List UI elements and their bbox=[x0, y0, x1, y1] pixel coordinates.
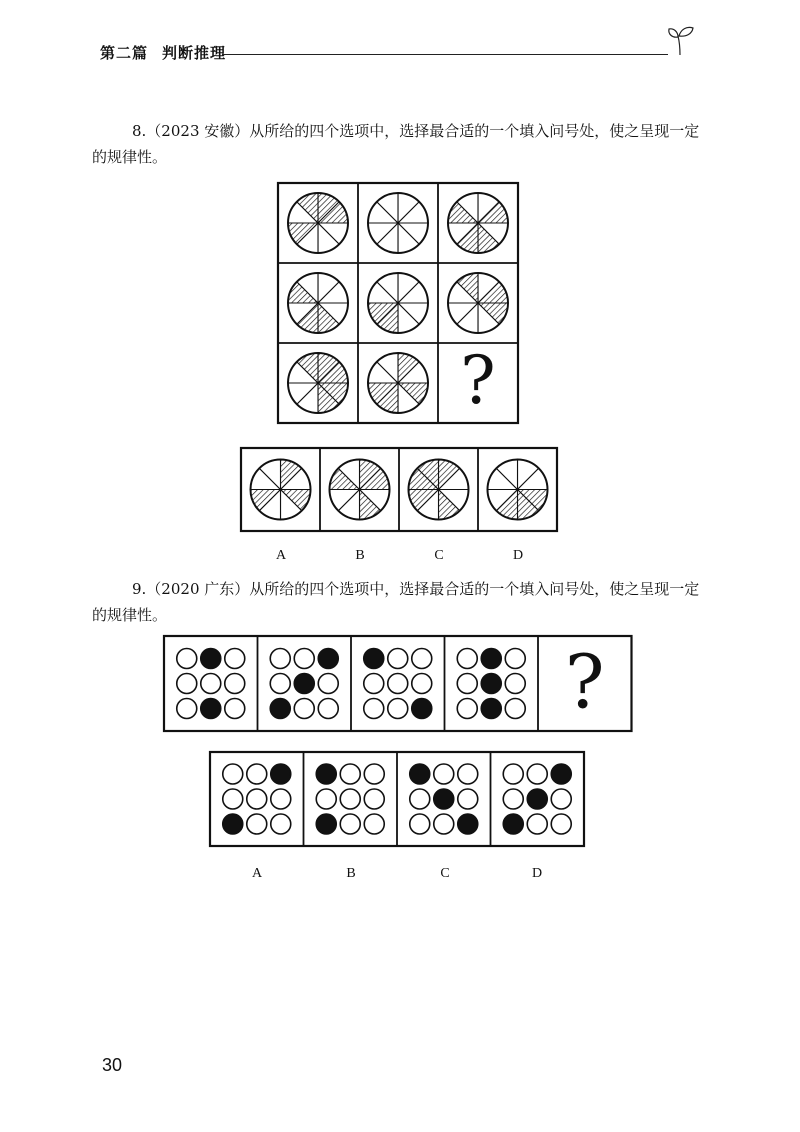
q8-option-label-d[interactable]: D bbox=[512, 548, 524, 563]
dot-empty bbox=[364, 814, 384, 834]
dot-empty bbox=[410, 789, 430, 809]
dot-empty bbox=[458, 789, 478, 809]
dot-filled bbox=[223, 814, 243, 834]
dot-filled bbox=[271, 764, 291, 784]
dot-empty bbox=[410, 814, 430, 834]
dot-empty bbox=[340, 789, 360, 809]
q9-option-d bbox=[503, 764, 571, 834]
dot-empty bbox=[434, 764, 454, 784]
dot-empty bbox=[247, 764, 267, 784]
q9-option-label-a[interactable]: A bbox=[251, 866, 263, 881]
q8-option-label-b[interactable]: B bbox=[355, 548, 365, 563]
dot-empty bbox=[223, 764, 243, 784]
q9-option-label-d[interactable]: D bbox=[531, 866, 543, 881]
dot-empty bbox=[458, 764, 478, 784]
dot-filled bbox=[503, 814, 523, 834]
dot-empty bbox=[340, 764, 360, 784]
q8-question-mark: ? bbox=[460, 342, 496, 419]
dot-empty bbox=[551, 814, 571, 834]
q9-text: 9.（2020 广东）从所给的四个选项中，选择最合适的一个填入问号处，使之呈现一定的规律性。 bbox=[92, 580, 700, 624]
dot-empty bbox=[364, 789, 384, 809]
dot-empty bbox=[223, 789, 243, 809]
q8-option-label-a[interactable]: A bbox=[275, 548, 287, 563]
dot-empty bbox=[340, 814, 360, 834]
dot-empty bbox=[247, 814, 267, 834]
q9-option-c bbox=[410, 764, 478, 834]
dot-empty bbox=[527, 814, 547, 834]
q9-question-mark: ? bbox=[564, 639, 605, 726]
dot-empty bbox=[434, 814, 454, 834]
dot-filled bbox=[551, 764, 571, 784]
dot-filled bbox=[527, 789, 547, 809]
header-section: 判断推理 bbox=[162, 44, 227, 62]
dot-empty bbox=[503, 764, 523, 784]
dot-empty bbox=[316, 789, 336, 809]
q9-option-label-c[interactable]: C bbox=[440, 866, 450, 881]
dot-empty bbox=[364, 764, 384, 784]
q9-option-b bbox=[316, 764, 384, 834]
dot-filled bbox=[410, 764, 430, 784]
dot-empty bbox=[527, 764, 547, 784]
page-number: 30 bbox=[102, 1055, 123, 1075]
header-part: 第二篇 bbox=[100, 44, 149, 62]
q8-option-label-c[interactable]: C bbox=[434, 548, 444, 563]
dot-filled bbox=[316, 814, 336, 834]
dot-filled bbox=[316, 764, 336, 784]
dot-filled bbox=[434, 789, 454, 809]
dot-empty bbox=[503, 789, 523, 809]
dot-filled bbox=[458, 814, 478, 834]
dot-empty bbox=[271, 789, 291, 809]
q8-text: 8.（2023 安徽）从所给的四个选项中，选择最合适的一个填入问号处，使之呈现一定的规律性。 bbox=[92, 122, 700, 166]
dot-empty bbox=[271, 814, 291, 834]
q9-option-a bbox=[223, 764, 291, 834]
q9-option-label-b[interactable]: B bbox=[346, 866, 356, 881]
dot-empty bbox=[551, 789, 571, 809]
dot-empty bbox=[247, 789, 267, 809]
